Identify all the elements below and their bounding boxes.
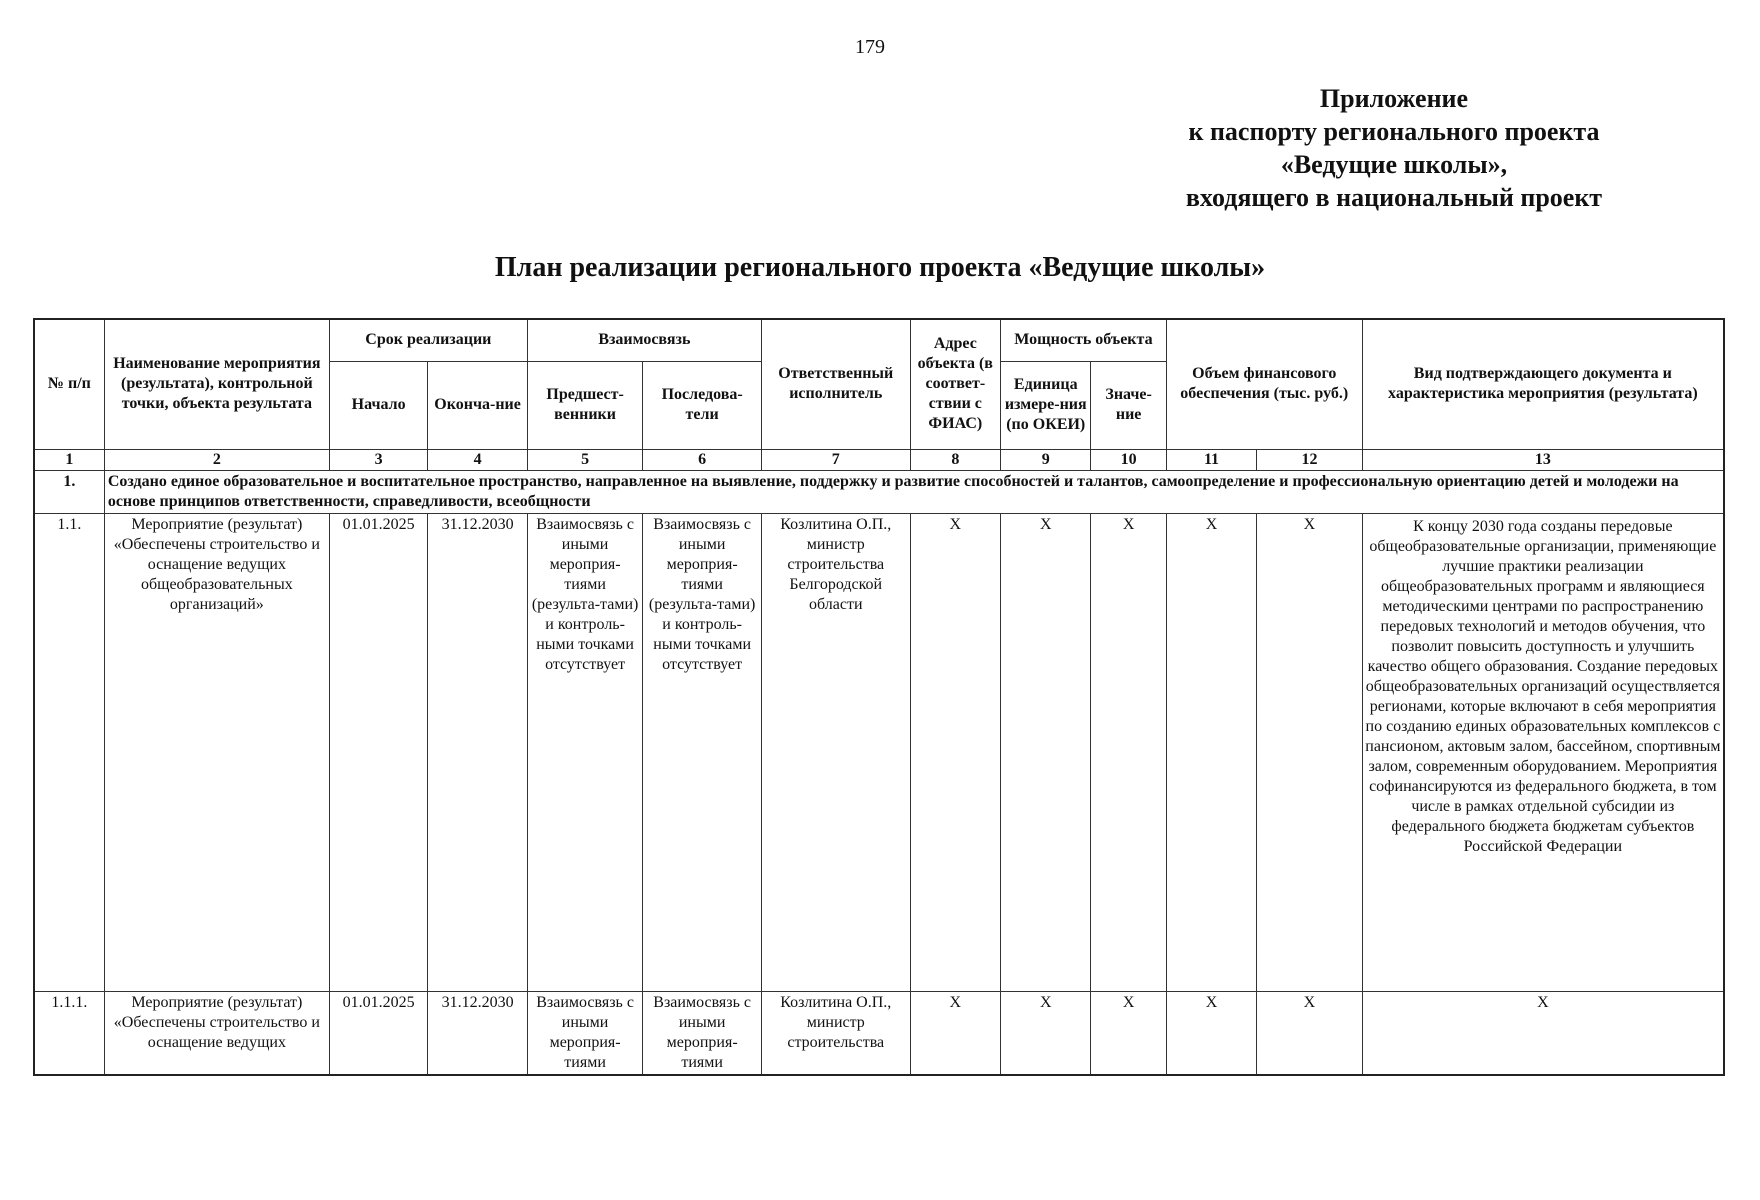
section-text: Создано единое образовательное и воспитательное пространство, направленное на выявление, поддержку и развитие способностей и талантов, самоопределение и профессиональную ориентацию детей и молодежи на основе принципов ответственности, справедливости, всеобщности [104,470,1724,513]
row-finance-2: X [1257,513,1362,991]
header-relation: Взаимосвязь [527,319,761,361]
appendix-line-2: к паспорту регионального проекта [1188,117,1600,146]
column-number: 3 [329,449,427,470]
row-num: 1.1.1. [34,991,104,1075]
header-address: Адрес объекта (в соответ-ствии с ФИАС) [910,319,1000,449]
header-value: Значе-ние [1091,361,1166,449]
row-value: X [1091,991,1166,1075]
column-number: 9 [1001,449,1091,470]
row-name: Мероприятие (результат) «Обеспечены строительство и оснащение ведущих общеобразовательных организаций» [104,513,329,991]
header-capacity: Мощность объекта [1001,319,1167,361]
column-number: 10 [1091,449,1166,470]
row-responsible: Козлитина О.П., министр строительства [761,991,910,1075]
row-finance-1: X [1166,991,1256,1075]
header-responsible: Ответственный исполнитель [761,319,910,449]
row-responsible: Козлитина О.П., министр строительства Белгородской области [761,513,910,991]
column-number: 4 [428,449,527,470]
row-successors: Взаимосвязь с иными мероприя-тиями [643,991,762,1075]
row-unit: X [1001,513,1091,991]
header-doc-type: Вид подтверждающего документа и характеристика мероприятия (результата) [1362,319,1724,449]
header-num: № п/п [34,319,104,449]
appendix-line-4: входящего в национальный проект [1185,183,1603,212]
row-end: 31.12.2030 [428,991,527,1075]
column-number: 2 [104,449,329,470]
section-row [34,470,1724,513]
row-unit: X [1001,991,1091,1075]
header-successors: Последова-тели [643,361,762,449]
row-num: 1.1. [34,513,104,991]
column-number: 8 [910,449,1000,470]
row-address: X [910,513,1000,991]
row-description: К концу 2030 года созданы передовые общеобразовательные организации, применяющие лучшие практики реализации общеобразовательных программ и являющиеся методическими центрами по распространению передовых технологий и методов обучения, что позволит повысить доступность и улучшить качество общего образования. Создание передовых общеобразовательных организаций осуществляется регионами, которые включают в себя мероприятия по созданию единых образовательных комплексов с пансионом, актовым залом, бассейном, спортивным залом, современным оборудованием. Мероприятия софинансируются из федерального бюджета, в том числе в рамках отдельной субсидии из федерального бюджета бюджетам субъектов Российской Федерации [1362,513,1724,991]
header-unit: Единица измере-ния (по ОКЕИ) [1001,361,1091,449]
column-number-row [34,449,1724,470]
column-number: 12 [1257,449,1362,470]
header-period: Срок реализации [329,319,527,361]
row-finance-2: X [1257,991,1362,1075]
header-name: Наименование мероприятия (результата), контрольной точки, объекта результата [104,319,329,449]
column-number: 6 [643,449,762,470]
row-predecessors: Взаимосвязь с иными мероприя-тиями (результа-тами) и контроль-ными точками отсутствует [527,513,643,991]
header-end: Оконча-ние [428,361,527,449]
row-address: X [910,991,1000,1075]
row-successors: Взаимосвязь с иными мероприя-тиями (результа-тами) и контроль-ными точками отсутствует [643,513,762,991]
row-name: Мероприятие (результат) «Обеспечены строительство и оснащение ведущих [104,991,329,1075]
appendix-line-3: «Ведущие школы», [1280,150,1508,179]
appendix-line-1: Приложение [1319,84,1469,113]
column-number: 13 [1362,449,1724,470]
row-end: 31.12.2030 [428,513,527,991]
row-finance-1: X [1166,513,1256,991]
appendix-heading [1114,82,1674,214]
column-number: 5 [527,449,643,470]
header-start: Начало [329,361,427,449]
table-row [34,991,1724,1075]
column-number: 7 [761,449,910,470]
page-number: 179 [855,36,885,58]
table-row [34,513,1724,991]
row-start: 01.01.2025 [329,991,427,1075]
row-value: X [1091,513,1166,991]
row-start: 01.01.2025 [329,513,427,991]
section-num: 1. [34,470,104,513]
row-predecessors: Взаимосвязь с иными мероприя-тиями [527,991,643,1075]
header-finance: Объем финансового обеспечения (тыс. руб.) [1166,319,1362,449]
row-description: X [1362,991,1724,1075]
header-predecessors: Предшест-венники [527,361,643,449]
column-number: 11 [1166,449,1256,470]
plan-table [33,318,1725,1076]
plan-title: План реализации регионального проекта «Ведущие школы» [494,252,1266,283]
column-number: 1 [34,449,104,470]
